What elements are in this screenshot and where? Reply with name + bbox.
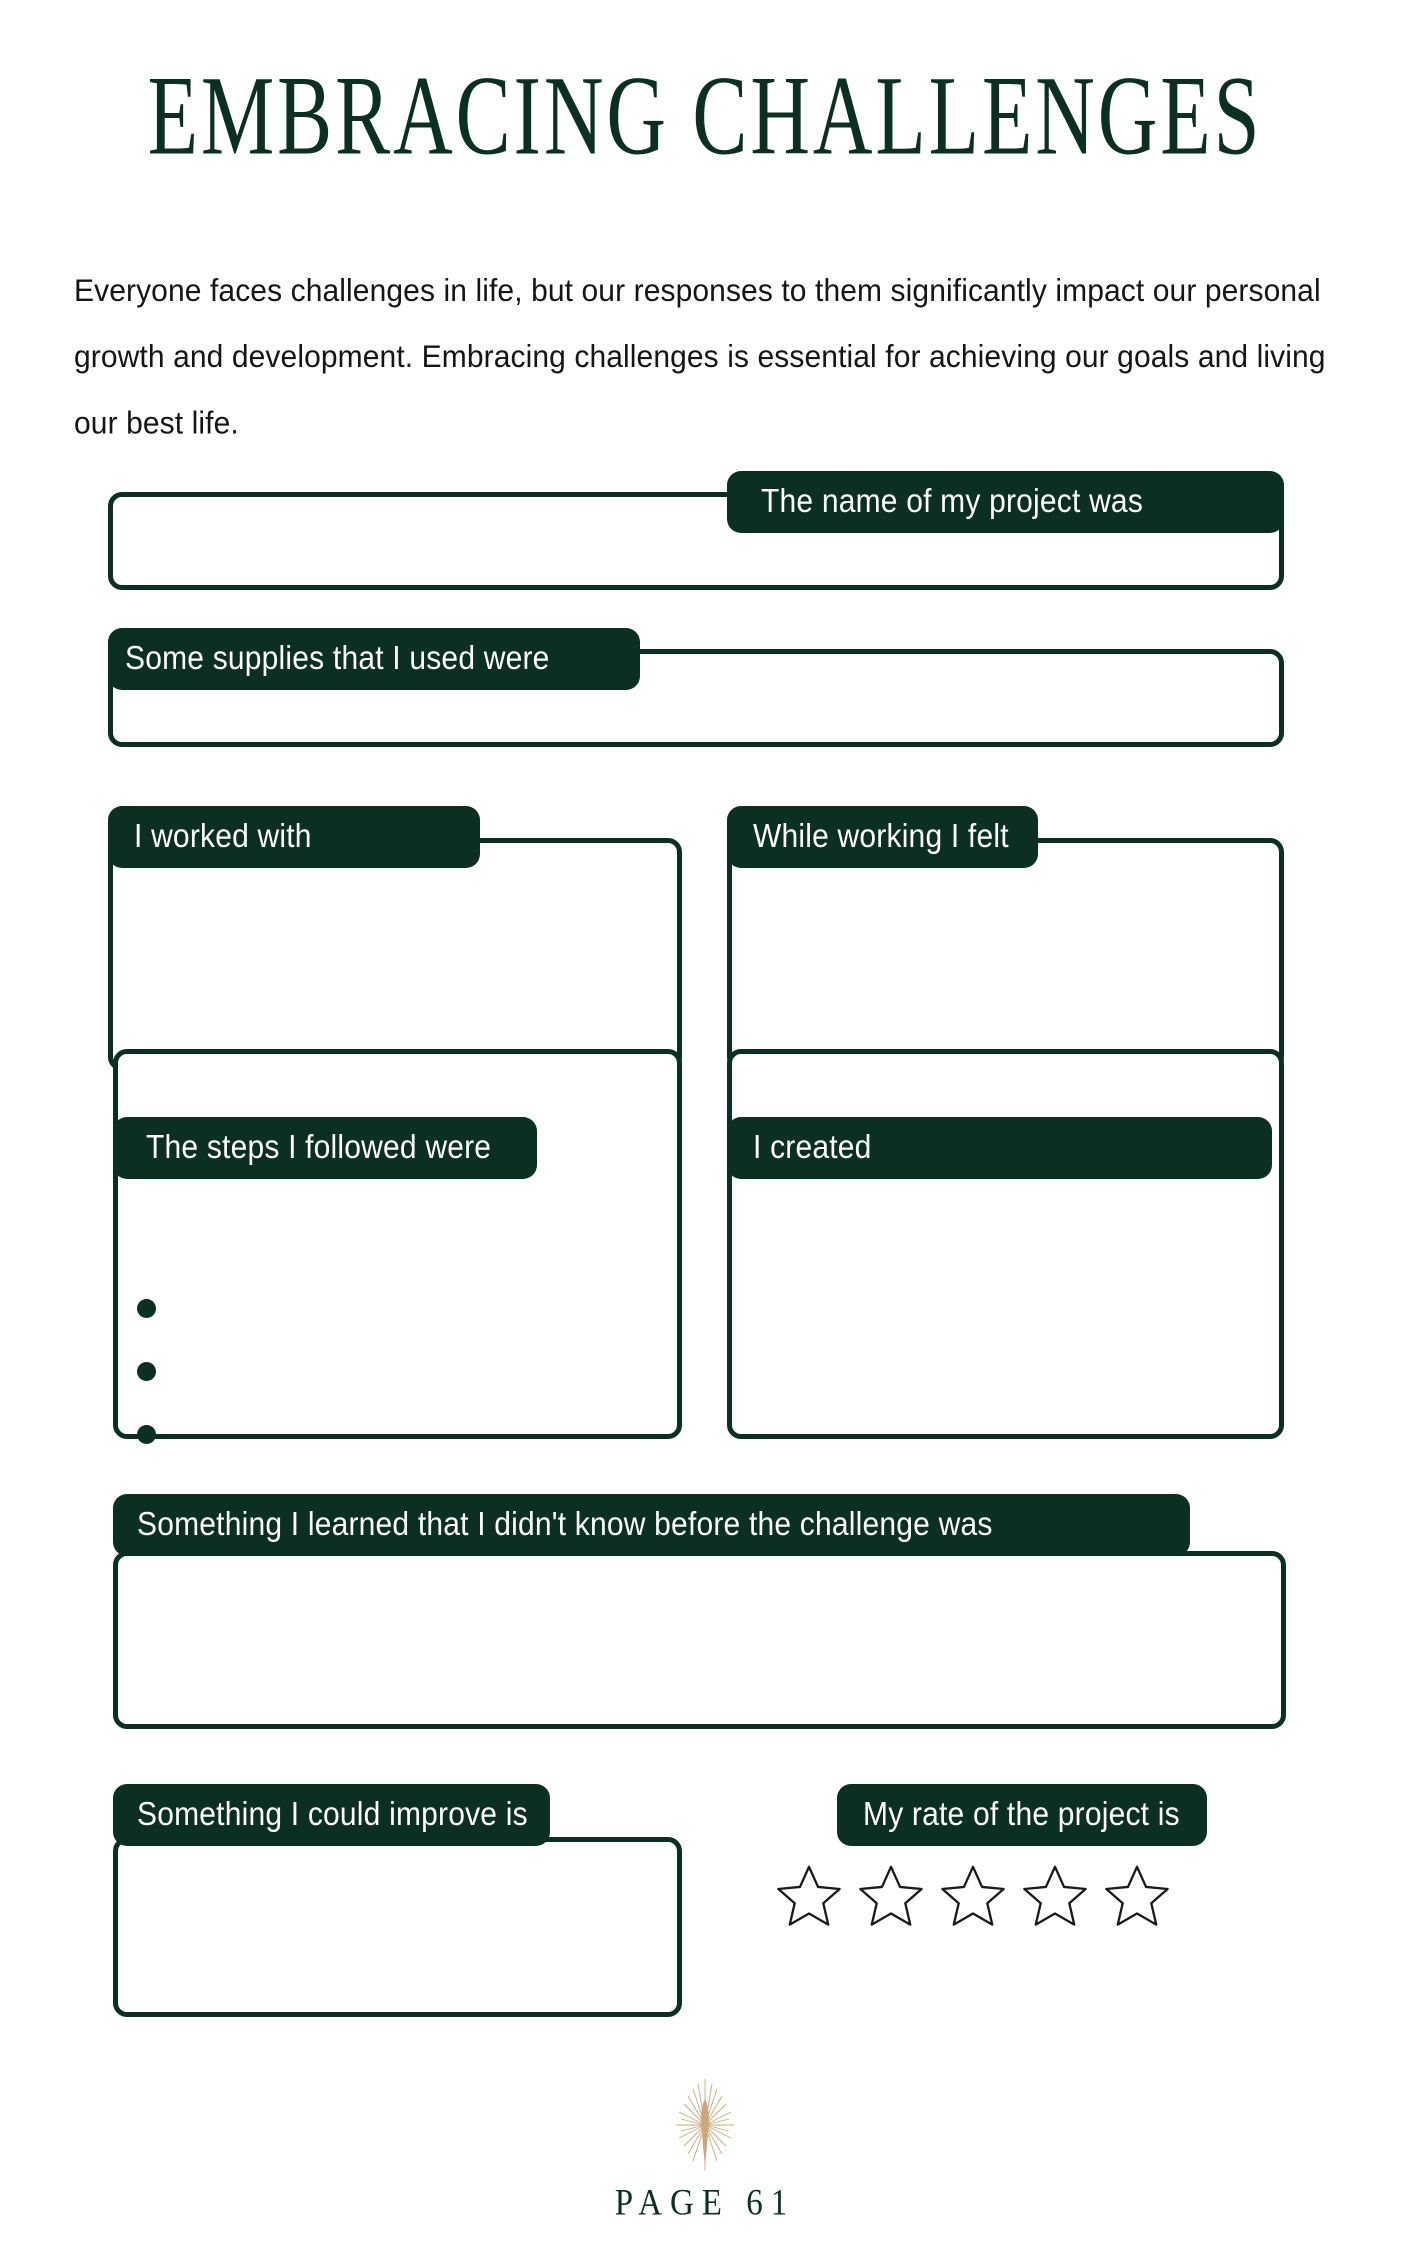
project-name-label — [727, 471, 1284, 533]
steps-bullet-1 — [137, 1299, 156, 1318]
while-working-felt-label — [727, 806, 1038, 868]
star-outline-icon[interactable] — [1019, 1861, 1091, 1931]
steps-followed-input[interactable] — [113, 1049, 682, 1439]
intro-paragraph: Everyone faces challenges in life, but our responses to them significantly impact our personal growth and development. Embracing challenges is essential for achieving our goals and living our best life. — [74, 273, 1326, 441]
star-outline-icon[interactable] — [773, 1861, 845, 1931]
something-learned-input[interactable] — [113, 1551, 1286, 1729]
supplies-used-label-text: Some supplies that I used were — [125, 639, 550, 677]
could-improve-input[interactable] — [113, 1837, 682, 2017]
could-improve-label — [113, 1784, 550, 1846]
worked-with-label — [108, 806, 480, 868]
while-working-felt-label-text: While working I felt — [753, 817, 1009, 855]
rating-label-text: My rate of the project is — [863, 1795, 1180, 1833]
while-working-felt-input[interactable] — [727, 838, 1284, 1071]
starburst-ornament-icon — [671, 2077, 739, 2173]
something-learned-label — [113, 1494, 1190, 1556]
i-created-label — [727, 1117, 1272, 1179]
project-name-label-text: The name of my project was — [761, 482, 1144, 520]
steps-followed-label — [113, 1117, 537, 1179]
rating-label — [837, 1784, 1207, 1846]
supplies-used-label — [108, 628, 640, 690]
steps-bullet-2 — [137, 1362, 156, 1381]
worked-with-input[interactable] — [108, 838, 682, 1071]
worked-with-label-text: I worked with — [134, 817, 312, 855]
star-outline-icon[interactable] — [937, 1861, 1009, 1931]
star-rating[interactable] — [773, 1861, 1273, 1961]
star-outline-icon[interactable] — [1101, 1861, 1173, 1931]
steps-followed-label-text: The steps I followed were — [146, 1128, 492, 1166]
something-learned-label-text: Something I learned that I didn't know before the challenge was — [137, 1505, 993, 1543]
i-created-label-text: I created — [753, 1128, 872, 1166]
page-title: EMBRACING CHALLENGES — [147, 52, 1263, 179]
page-number: PAGE 61 — [614, 2183, 796, 2224]
i-created-input[interactable] — [727, 1049, 1284, 1439]
steps-bullet-3 — [137, 1425, 156, 1444]
star-outline-icon[interactable] — [855, 1861, 927, 1931]
could-improve-label-text: Something I could improve is — [137, 1795, 528, 1833]
